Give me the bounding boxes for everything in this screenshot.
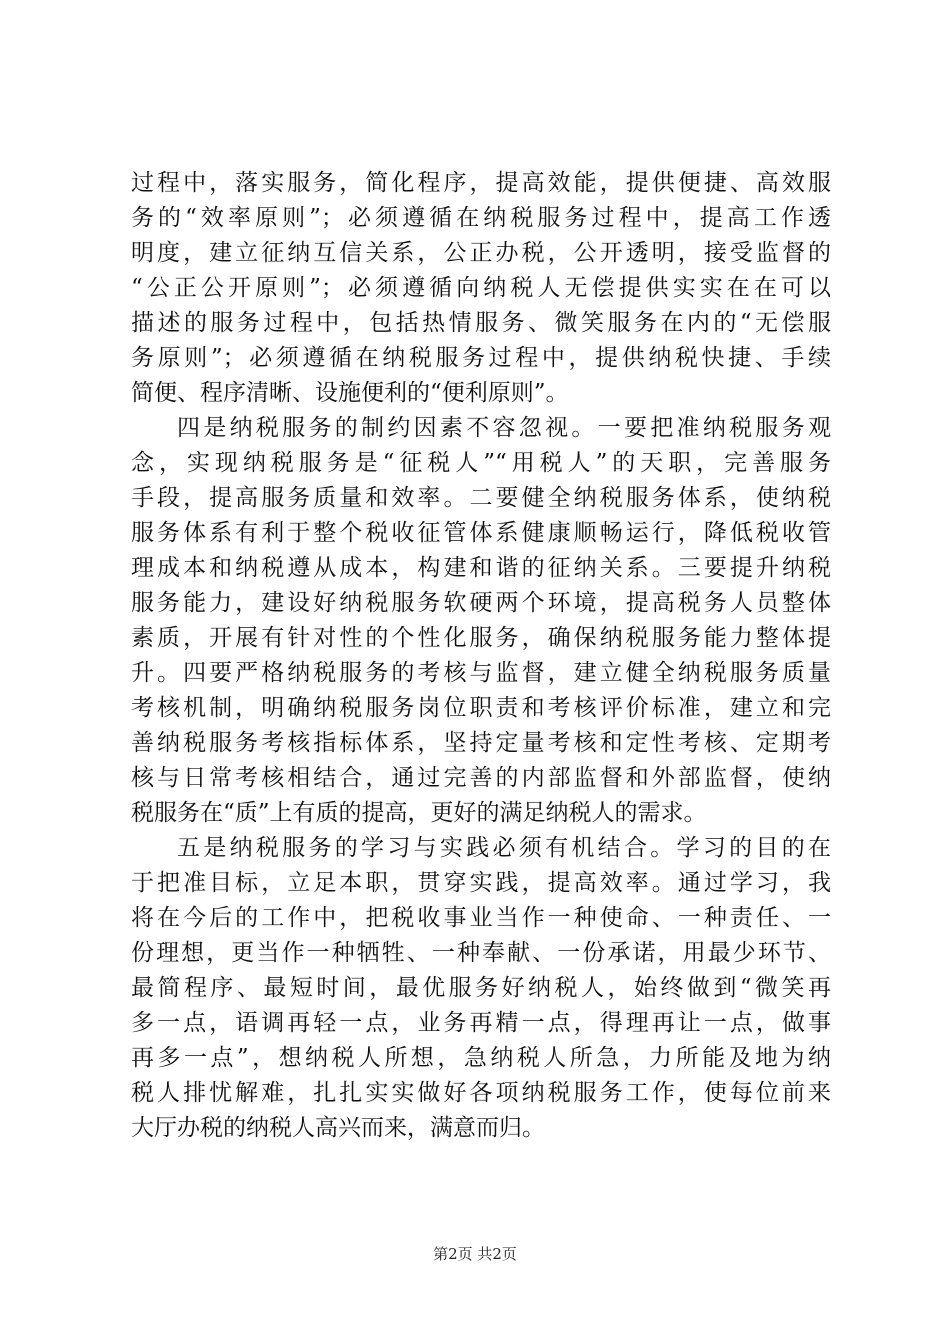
text-line: 务的“效率原则”；必须遵循在纳税服务过程中，提高工作透 — [131, 205, 831, 231]
text-line: 税服务在“质”上有质的提高，更好的满足纳税人的需求。 — [131, 800, 707, 826]
text-line: 最简程序、最短时间，最优服务好纳税人，始终做到“微笑再 — [131, 975, 831, 1001]
text-line: 素质，开展有针对性的个性化服务，确保纳税服务能力整体提 — [131, 625, 831, 651]
text-line: 税人排忧解难，扎扎实实做好各项纳税服务工作，使每位前来 — [131, 1080, 831, 1106]
text-line: 描述的服务过程中，包括热情服务、微笑服务在内的“无偿服 — [131, 310, 831, 336]
text-line: 手段，提高服务质量和效率。二要健全纳税服务体系，使纳税 — [131, 485, 831, 511]
text-line: 念，实现纳税服务是“征税人”“用税人”的天职，完善服务 — [131, 450, 831, 476]
text-line: 核与日常考核相结合，通过完善的内部监督和外部监督，使纳 — [131, 765, 831, 791]
text-line: 善纳税服务考核指标体系，坚持定量考核和定性考核、定期考 — [131, 730, 831, 756]
text-line: 明度，建立征纳互信关系，公正办税，公开透明，接受监督的 — [131, 240, 831, 266]
text-line: 于把准目标，立足本职，贯穿实践，提高效率。通过学习，我 — [131, 870, 831, 896]
text-line: “公正公开原则”；必须遵循向纳税人无偿提供实实在在可以 — [131, 275, 831, 301]
text-line: 大厅办税的纳税人高兴而来，满意而归。 — [131, 1115, 545, 1141]
text-line: 份理想，更当作一种牺牲、一种奉献、一份承诺，用最少环节、 — [131, 940, 831, 966]
text-line: 再多一点”，想纳税人所想，急纳税人所急，力所能及地为纳 — [131, 1045, 831, 1071]
text-line: 多一点，语调再轻一点，业务再精一点，得理再让一点，做事 — [131, 1010, 831, 1036]
text-line: 务原则”；必须遵循在纳税服务过程中，提供纳税快捷、手续 — [131, 345, 831, 371]
text-line: 考核机制，明确纳税服务岗位职责和考核评价标准，建立和完 — [131, 695, 831, 721]
page-number-footer: 第2页 共2页 — [433, 1245, 517, 1263]
text-line: 服务能力，建设好纳税服务软硬两个环境，提高税务人员整体 — [131, 590, 831, 616]
text-line: 将在今后的工作中，把税收事业当作一种使命、一种责任、一 — [131, 905, 831, 931]
document-body — [131, 166, 831, 1146]
text-line: 理成本和纳税遵从成本，构建和谐的征纳关系。三要提升纳税 — [131, 555, 831, 581]
paragraph-start-line: 五是纳税服务的学习与实践必须有机结合。学习的目的在 — [177, 835, 831, 861]
text-line: 升。四要严格纳税服务的考核与监督，建立健全纳税服务质量 — [131, 660, 831, 686]
paragraph-start-line: 四是纳税服务的制约因素不容忽视。一要把准纳税服务观 — [177, 415, 831, 441]
text-line: 服务体系有利于整个税收征管体系健康顺畅运行，降低税收管 — [131, 520, 831, 546]
text-line: 过程中，落实服务，简化程序，提高效能，提供便捷、高效服 — [131, 170, 831, 196]
text-line: 简便、程序清晰、设施便利的“便利原则”。 — [131, 380, 569, 406]
